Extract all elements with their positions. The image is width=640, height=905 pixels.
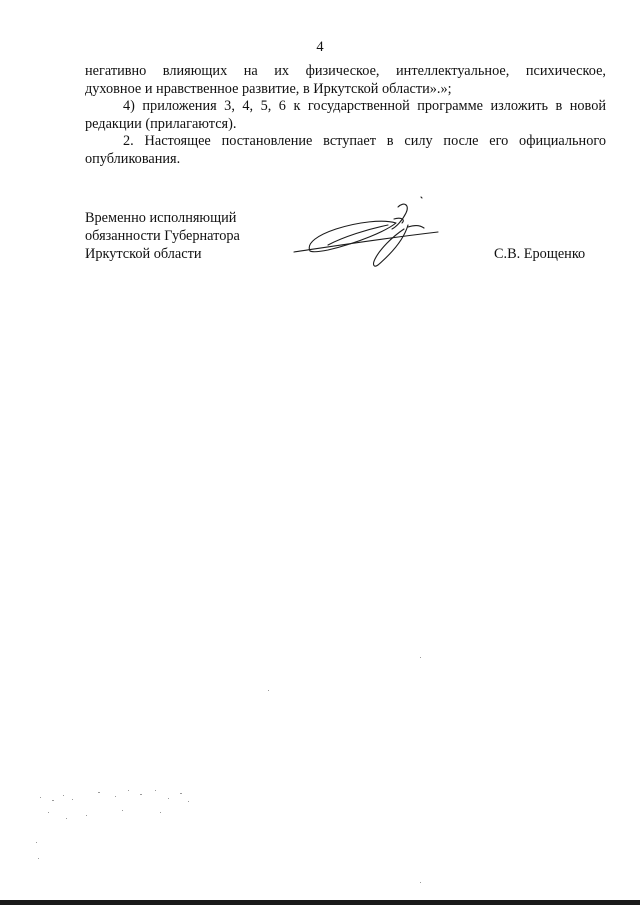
paragraph-1-line-1: негативно влияющих на их физическое, интеллектуальное, психическое,	[85, 63, 606, 79]
paragraph-2-line-1: 4) приложения 3, 4, 5, 6 к государственной программе изложить в новой	[123, 98, 606, 115]
signatory-name: С.В. Ерощенко	[494, 246, 586, 262]
scan-bottom-edge	[0, 900, 640, 905]
signatory-title-line-3: Иркутской области	[85, 246, 202, 262]
handwritten-signature-icon	[288, 195, 448, 275]
paragraph-2-line-2: редакции (прилагаются).	[85, 115, 237, 132]
signatory-title-line-1: Временно исполняющий	[85, 210, 237, 226]
paragraph-1-line-2: духовное и нравственное развитие, в Иркутской области».»;	[85, 80, 452, 97]
signatory-title	[85, 209, 240, 263]
paragraph-3-line-2: опубликования.	[85, 150, 181, 167]
signatory-title-line-2: обязанности Губернатора	[85, 228, 240, 244]
paragraph-3-line-1: 2. Настоящее постановление вступает в силу после его официального	[123, 133, 606, 150]
page-number: 4	[316, 39, 324, 55]
body-text	[85, 63, 606, 169]
